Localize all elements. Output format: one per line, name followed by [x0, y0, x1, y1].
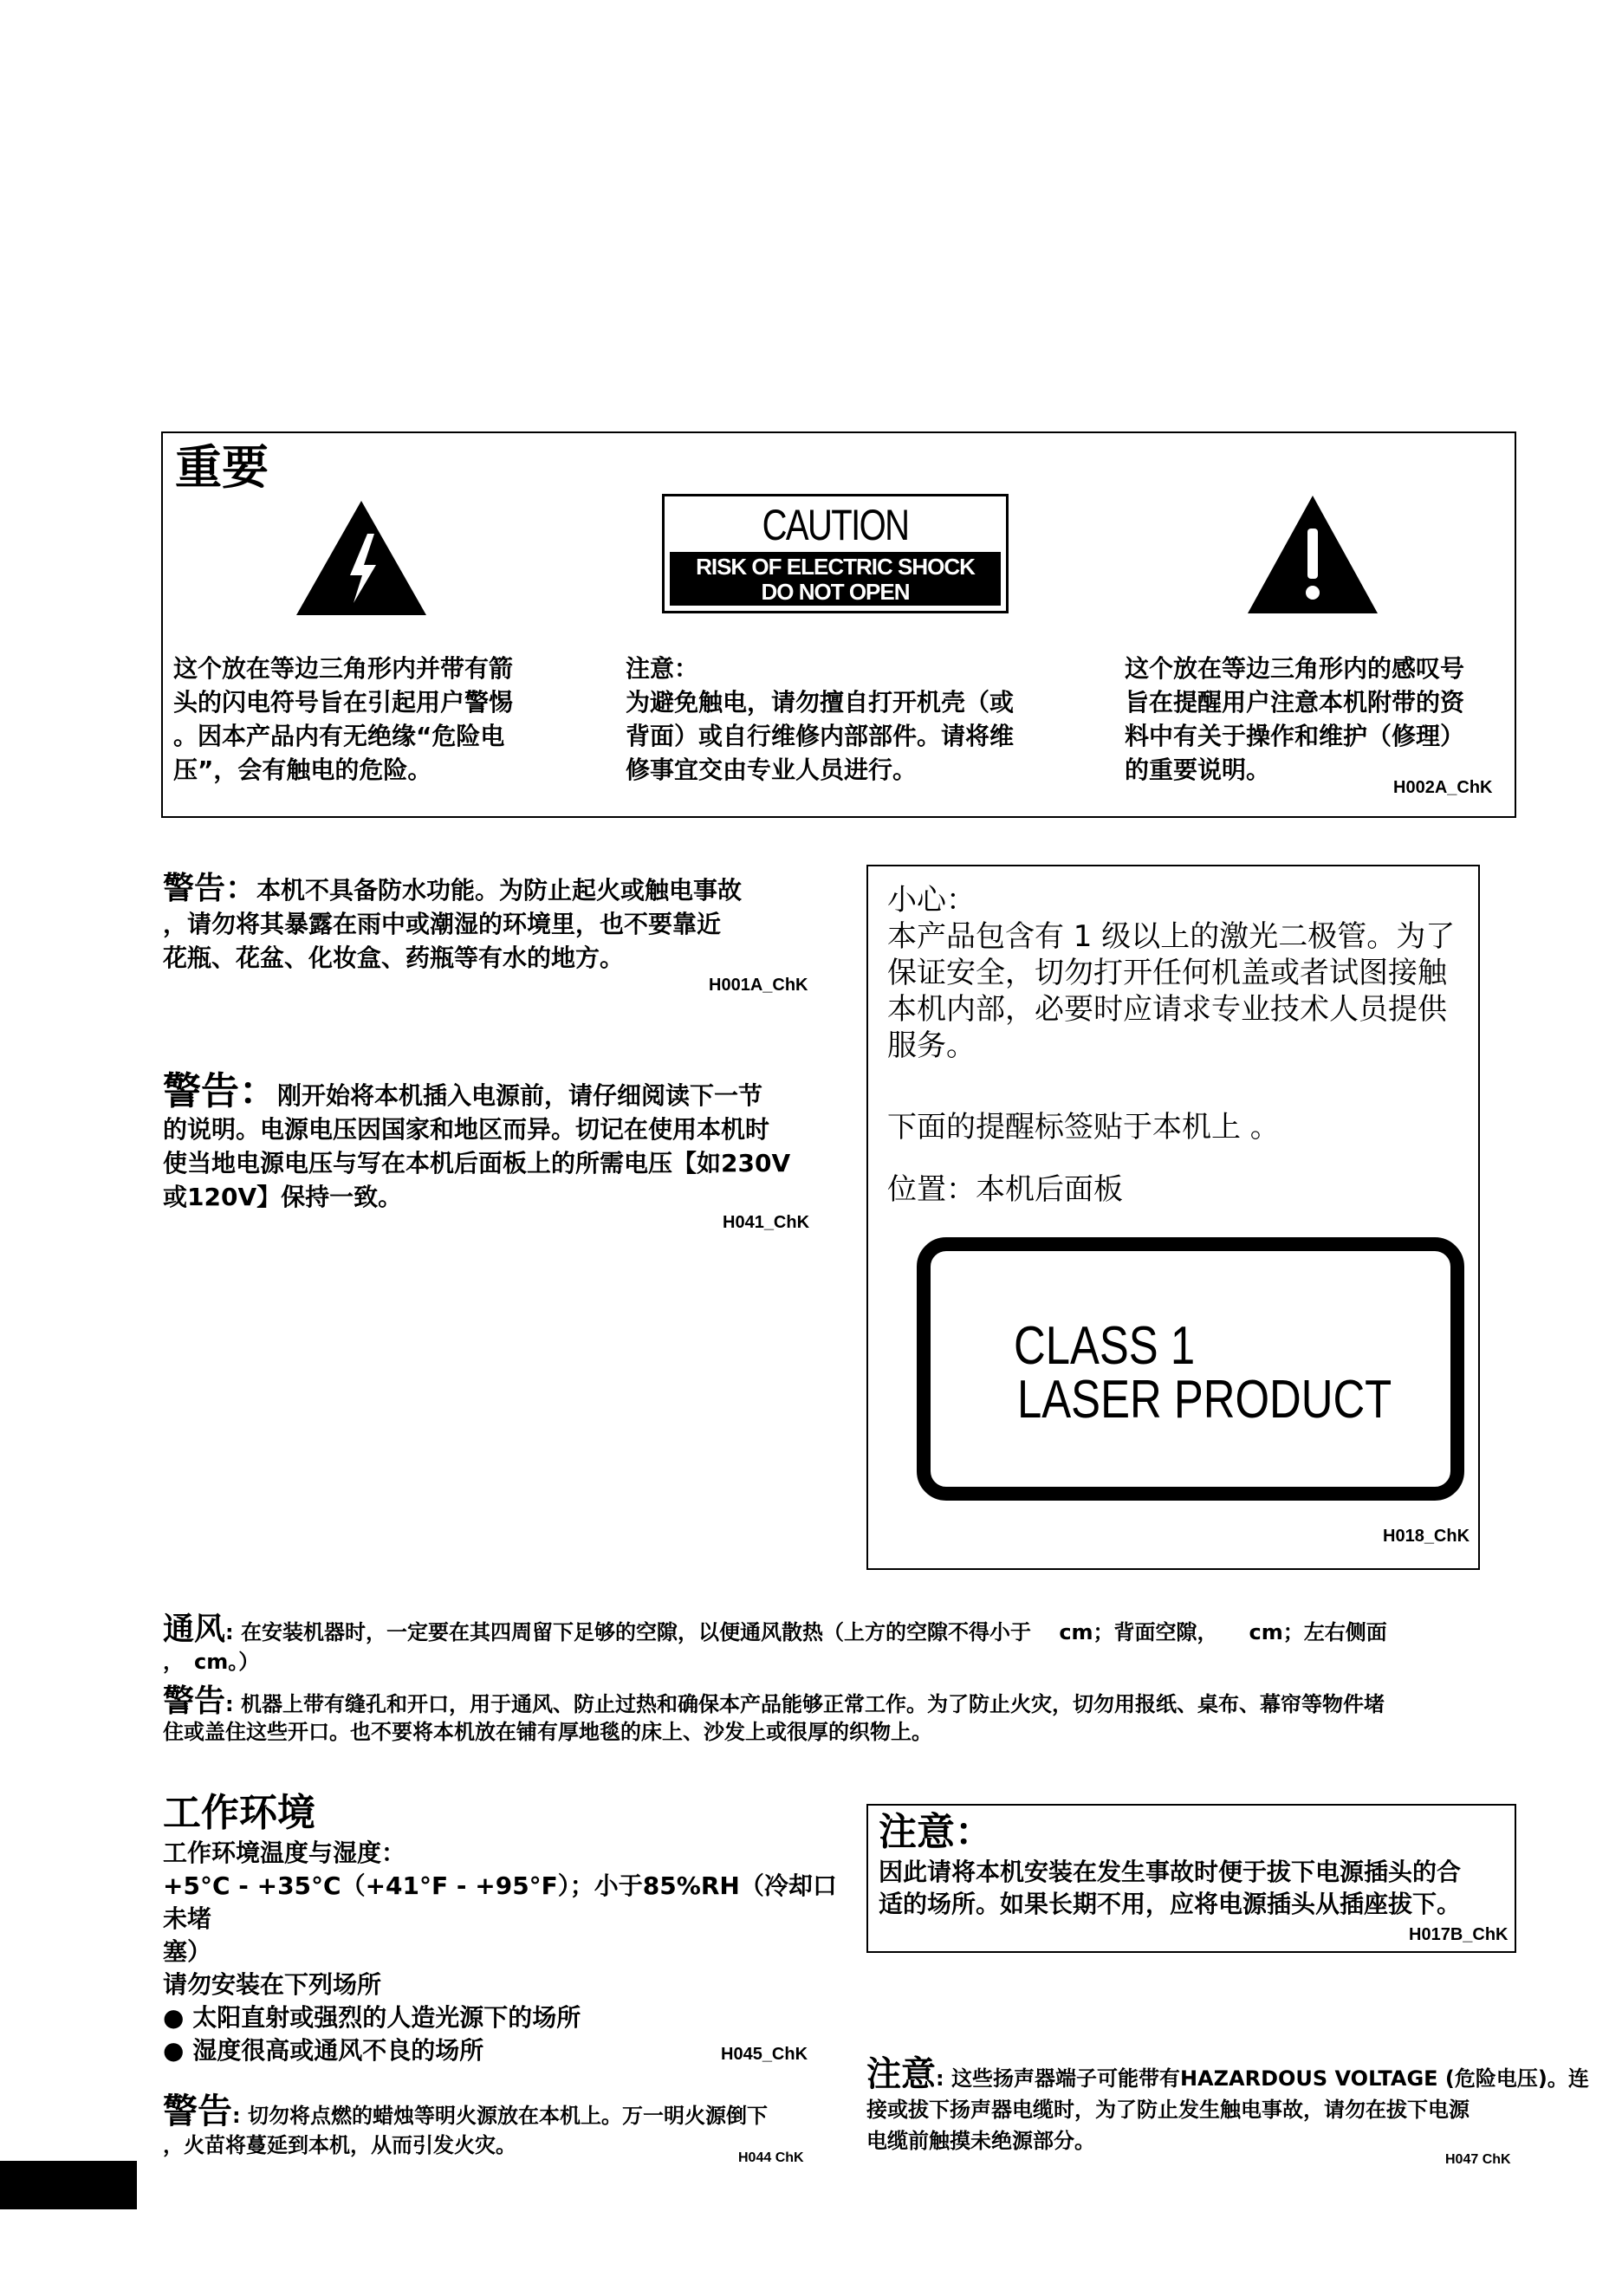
openings-warning: [163, 1683, 1532, 1746]
lightning-warning-icon: [296, 501, 426, 615]
text-line: 使当地电源电压与写在本机后面板上的所需电压【如230V: [163, 1149, 791, 1177]
water-warning: [163, 872, 830, 975]
text-line: 因此请将本机安装在发生事故时便于拔下电源插头的合: [879, 1858, 1462, 1886]
text-line: 压”，会有触电的危险。: [173, 756, 432, 784]
speaker-terminal-note: [866, 2054, 1589, 2157]
text-line: 本机不具备防水功能。为防止起火或触电事故: [256, 876, 743, 905]
text-line: 工作环境温度与湿度：: [163, 1839, 406, 1867]
text-line: 接或拔下扬声器电缆时，为了防止发生触电事故，请勿在拔下电源: [866, 2098, 1470, 2122]
text-line: 保证安全，切勿打开任何机盖或者试图接触: [887, 956, 1447, 990]
text-line: 料中有关于操作和维护（修理）: [1125, 722, 1465, 750]
voltage-warning: [163, 1069, 839, 1214]
bullet-icon: ●: [163, 2003, 193, 2032]
important-title: 重要: [175, 440, 269, 495]
text-line: : 切勿将点燃的蜡烛等明火源放在本机上。万一明火源倒下: [232, 2104, 768, 2128]
caution-label-line1: RISK OF ELECTRIC SHOCK: [696, 554, 975, 580]
text-line: +5°C - +35°C（+41°F - +95°F）；小于85%RH（冷却口未堵: [163, 1871, 837, 1933]
text-line: 修事宜交由专业人员进行。: [626, 756, 918, 784]
warning-heading: 警告：: [163, 1069, 277, 1113]
text-line: 为避免触电，请勿擅自打开机壳（或: [626, 688, 1015, 717]
reference-code: H001A_ChK: [709, 976, 808, 995]
text-line: ， cm。）: [163, 1650, 260, 1674]
reference-code: H041_ChK: [723, 1213, 810, 1232]
laser-label-line2: LASER PRODUCT: [1017, 1370, 1392, 1430]
caution-label-title: CAUTION: [762, 501, 909, 549]
reference-code: H047 ChK: [1445, 2152, 1511, 2167]
text-line: 或120V】保持一致。: [163, 1183, 403, 1211]
environment-heading: 工作环境: [163, 1791, 315, 1835]
ventilation-heading: 通风: [163, 1612, 226, 1647]
reference-code: H045_ChK: [721, 2045, 808, 2064]
text-line: ，火苗将蔓延到本机，从而引发火灾。: [163, 2133, 516, 2157]
text-line: 的重要说明。: [1125, 756, 1271, 784]
laser-label-line1: CLASS 1: [1014, 1316, 1196, 1376]
text-line: 的说明。电源电压因国家和地区而异。切记在使用本机时: [163, 1115, 770, 1144]
text-line: : 机器上带有缝孔和开口，用于通风、防止过热和确保本产品能够正常工作。为了防止火灾，切勿用报纸、桌布、幕帘等物件堵: [225, 1692, 1385, 1716]
text-line: 这个放在等边三角形内的感叹号: [1125, 654, 1465, 683]
bullet-item: [163, 2001, 856, 2034]
environment-text: [163, 1837, 856, 2067]
text-line: 适的场所。如果长期不用，应将电源插头从插座拔下。: [879, 1890, 1462, 1918]
laser-heading: 小心：: [887, 883, 976, 918]
warning-heading: 警告: [163, 1683, 226, 1719]
caution-label-band: [670, 552, 1001, 606]
warning-heading: 警告：: [163, 871, 257, 906]
text-line: : 这些扬声器端子可能带有HAZARDOUS VOLTAGE (危险电压)。连: [936, 2066, 1589, 2091]
caution-explanation: [626, 652, 1076, 787]
text-line: 这个放在等边三角形内并带有箭: [173, 654, 514, 683]
caution-label-line2: DO NOT OPEN: [761, 579, 910, 605]
reference-code: H002A_ChK: [1393, 778, 1493, 797]
label-location: 位置：本机后面板: [887, 1172, 1123, 1207]
text-line: 花瓶、花盆、化妆盒、药瓶等有水的地方。: [163, 944, 625, 972]
bullet-text: 湿度很高或通风不良的场所: [192, 2036, 484, 2065]
text-line: 电缆前触摸未绝源部分。: [866, 2129, 1095, 2153]
label-note: 下面的提醒标签贴于本机上 。: [887, 1110, 1280, 1145]
text-line: ，请勿将其暴露在雨中或潮湿的环境里，也不要靠近: [163, 910, 722, 938]
exclamation-explanation: [1125, 652, 1506, 787]
text-line: 本产品包含有 1 级以上的激光二极管。为了: [887, 919, 1456, 954]
reference-code: H018_ChK: [1383, 1527, 1470, 1546]
caution-heading: 注意：: [626, 654, 699, 683]
text-line: 塞）: [163, 1937, 212, 1966]
bullet-text: 太阳直射或强烈的人造光源下的场所: [192, 2003, 581, 2032]
text-line: 头的闪电符号旨在引起用户警惕: [173, 688, 514, 717]
caution-label: [662, 494, 1009, 613]
bullet-icon: ●: [163, 2036, 193, 2065]
laser-caution-text: [887, 882, 1476, 1064]
text-line: 住或盖住这些开口。也不要将本机放在铺有厚地毯的床上、沙发上或很厚的织物上。: [163, 1720, 932, 1744]
lightning-explanation: [173, 652, 572, 787]
text-line: 旨在提醒用户注意本机附带的资: [1125, 688, 1465, 717]
text-line: : 在安装机器时，一定要在其四周留下足够的空隙，以便通风散热（上方的空隙不得小于 cm；背面空隙， cm；左右侧面: [225, 1620, 1387, 1644]
exclamation-warning-icon: [1248, 496, 1378, 613]
text-line: 本机内部，必要时应请求专业技术人员提供: [887, 992, 1447, 1027]
page-edge-tab: [0, 2161, 137, 2209]
text-line: 请勿安装在下列场所: [163, 1970, 382, 1999]
text-line: 刚开始将本机插入电源前，请仔细阅读下一节: [277, 1081, 763, 1110]
ventilation-notice: [163, 1612, 1532, 1677]
reference-code: H017B_ChK: [1409, 1925, 1508, 1944]
text-line: 。因本产品内有无绝缘“危险电: [173, 722, 505, 750]
note-heading: 注意：: [879, 1810, 993, 1854]
note-heading: 注意: [866, 2054, 936, 2094]
warning-heading: 警告: [163, 2092, 232, 2131]
reference-code: H044 ChK: [738, 2150, 804, 2165]
candle-warning: [163, 2092, 839, 2160]
text-line: 服务。: [887, 1028, 976, 1063]
note-text: [879, 1856, 1511, 1920]
text-line: 背面）或自行维修内部部件。请将维: [626, 722, 1015, 750]
